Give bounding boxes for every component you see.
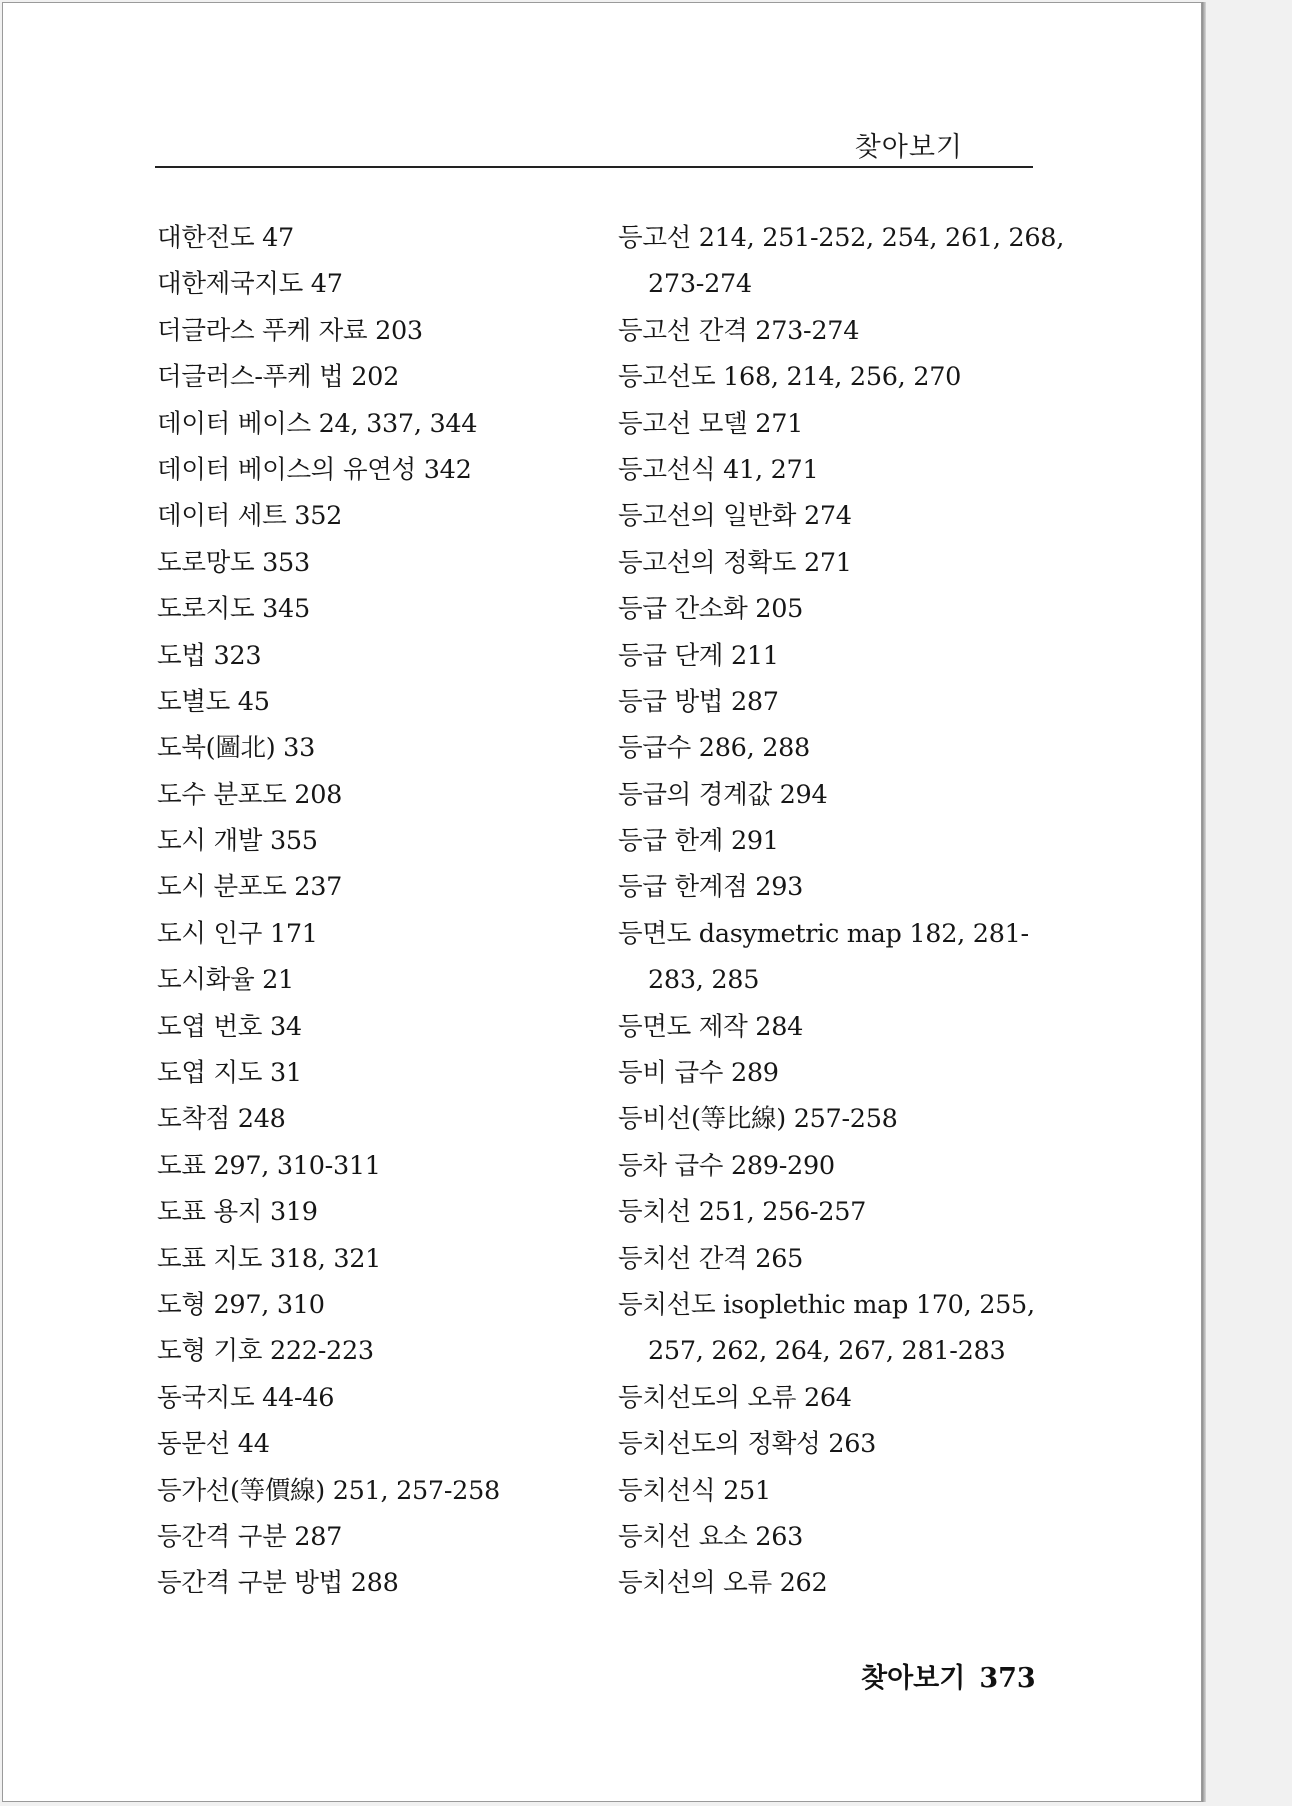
index-entry: 등급 간소화 205	[618, 594, 804, 625]
index-entry: 등급 한계점 293	[618, 872, 804, 903]
index-entry: 데이터 베이스 24, 337, 344	[157, 408, 478, 439]
index-entry: 등간격 구분 287	[157, 1521, 343, 1552]
index-entry: 등고선 모델 271	[618, 408, 804, 439]
index-entry: 등급 방법 287	[618, 686, 779, 717]
index-entry: 등치선도 isoplethic map 170, 255,	[618, 1289, 1035, 1320]
index-entry: 등치선도의 오류 264	[618, 1382, 852, 1413]
index-entry: 등치선식 251	[618, 1475, 771, 1506]
index-entry: 등비 급수 289	[618, 1058, 779, 1089]
index-entry: 더글러스-푸케 법 202	[157, 362, 400, 393]
index-entry: 도수 분포도 208	[157, 779, 343, 810]
index-entry: 도시 인구 171	[157, 918, 318, 949]
footer-label: 찾아보기	[861, 1663, 966, 1694]
index-entry: 도북(圖北) 33	[157, 733, 316, 764]
index-entry: 도표 297, 310-311	[157, 1150, 381, 1181]
index-entry: 데이터 세트 352	[157, 501, 343, 532]
index-entry: 등급수 286, 288	[618, 733, 810, 764]
index-entry: 등치선의 오류 262	[618, 1568, 828, 1599]
index-entry: 등고선의 일반화 274	[618, 501, 852, 532]
book-page	[2, 2, 1202, 1802]
index-column-left	[157, 215, 597, 1607]
index-entry: 등고선 간격 273-274	[618, 315, 860, 346]
index-entry: 등가선(等價線) 251, 257-258	[157, 1475, 500, 1506]
index-entry: 등급 한계 291	[618, 826, 779, 857]
index-entry: 등치선 간격 265	[618, 1243, 804, 1274]
index-entry: 도시 개발 355	[157, 826, 318, 857]
index-entry: 등치선 요소 263	[618, 1521, 804, 1552]
index-entry: 등급 단계 211	[618, 640, 779, 671]
index-entry: 등치선 251, 256-257	[618, 1197, 867, 1228]
index-entry: 도로망도 353	[157, 547, 310, 578]
index-entry: 등치선도의 정확성 263	[618, 1429, 877, 1460]
index-entry: 도엽 지도 31	[157, 1058, 302, 1089]
index-entry: 도시 분포도 237	[157, 872, 343, 903]
index-entry: 등면도 제작 284	[618, 1011, 804, 1042]
index-entry: 등고선 214, 251-252, 254, 261, 268,	[618, 223, 1065, 253]
index-entry: 도로지도 345	[157, 594, 310, 625]
index-entry: 등고선의 정확도 271	[618, 547, 852, 578]
index-entry: 등고선식 41, 271	[618, 454, 819, 485]
index-entry: 등급의 경계값 294	[618, 779, 828, 810]
index-entry: 더글라스 푸케 자료 203	[157, 315, 423, 346]
index-entry: 대한전도 47	[157, 223, 294, 253]
index-entry: 등비선(等比線) 257-258	[618, 1104, 898, 1135]
index-column-right	[618, 215, 1065, 1607]
index-entry: 도별도 45	[157, 686, 270, 717]
index-entry-continuation: 273-274	[648, 269, 752, 300]
index-entry: 도표 지도 318, 321	[157, 1243, 382, 1274]
header-rule	[155, 166, 1033, 168]
index-entry: 도법 323	[157, 640, 262, 671]
running-head: 찾아보기	[854, 132, 963, 163]
index-entry: 대한제국지도 47	[157, 269, 343, 300]
index-entry: 등고선도 168, 214, 256, 270	[618, 362, 962, 393]
index-entry: 도형 기호 222-223	[157, 1336, 374, 1367]
page-edge-shadow	[1202, 2, 1206, 1802]
index-entry: 등면도 dasymetric map 182, 281-	[618, 918, 1029, 949]
index-entry: 동국지도 44-46	[157, 1382, 335, 1413]
index-entry-continuation: 257, 262, 264, 267, 281-283	[648, 1336, 1006, 1367]
index-entry: 도형 297, 310	[157, 1289, 325, 1320]
index-entry: 도시화율 21	[157, 965, 294, 996]
index-entry: 도표 용지 319	[157, 1197, 318, 1228]
index-entry: 등간격 구분 방법 288	[157, 1568, 399, 1599]
index-entry: 데이터 베이스의 유연성 342	[157, 454, 472, 485]
index-entry-continuation: 283, 285	[648, 965, 760, 996]
page-number: 373	[979, 1663, 1036, 1694]
index-entry: 도착점 248	[157, 1104, 286, 1135]
index-entry: 도엽 번호 34	[157, 1011, 302, 1042]
index-entry: 동문선 44	[157, 1429, 270, 1460]
index-entry: 등차 급수 289-290	[618, 1150, 835, 1181]
page-footer	[861, 1656, 1036, 1695]
